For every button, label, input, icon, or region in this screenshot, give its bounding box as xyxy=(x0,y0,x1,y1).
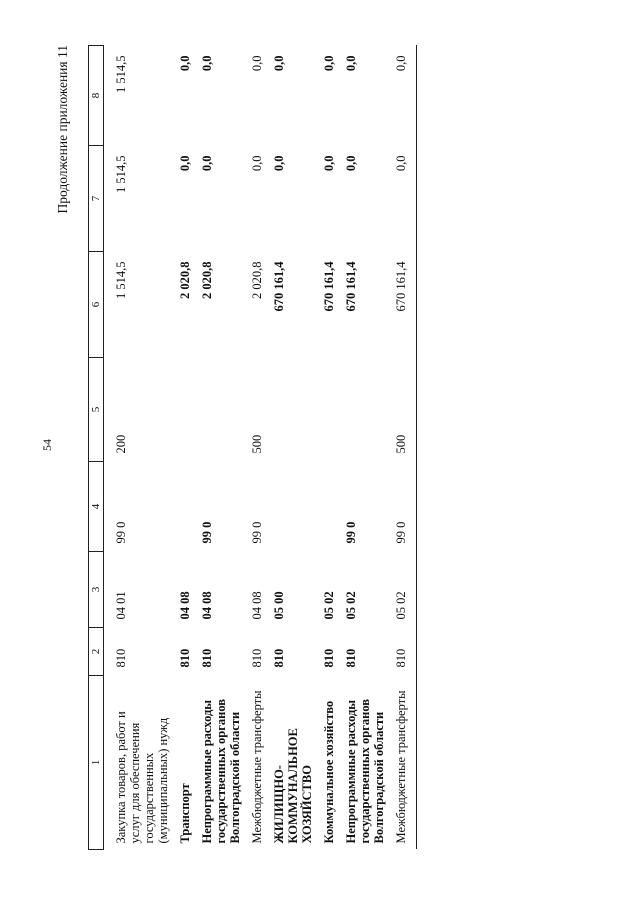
row-value-cell-7: 0,0 xyxy=(344,155,358,172)
row-name-cell: Непрограммные расходы государственных органов Волгоградской области xyxy=(344,698,386,844)
row-value-cell-6: 2 020,8 xyxy=(250,261,264,299)
page-number: 54 xyxy=(40,439,54,451)
row-value-cell-8: 0,0 xyxy=(272,55,286,72)
row-value-cell-3: 05 02 xyxy=(386,552,417,628)
row-name-cell: Транспорт xyxy=(178,783,192,844)
row-value-cell-5: 500 xyxy=(250,434,264,454)
header-col-8: 8 xyxy=(89,46,104,146)
row-name-cell: Межбюджетные трансферты xyxy=(386,676,417,850)
row-value-cell-6: 1 514,5 xyxy=(114,261,128,299)
row-value-cell-8: 0,0 xyxy=(200,55,214,72)
row-value-cell-2: 810 xyxy=(386,628,417,676)
row-value-cell-2: 810 xyxy=(322,648,336,668)
row-value-cell-4 xyxy=(314,462,336,552)
row-value-cell-5 xyxy=(264,358,314,462)
row-value-cell-8: 0,0 xyxy=(322,55,336,72)
row-name-cell: Межбюджетные трансферты xyxy=(250,690,264,844)
row-value-cell-8: 0,0 xyxy=(386,46,417,146)
row-value-cell-4: 99 0 xyxy=(344,521,358,544)
table-row xyxy=(336,46,386,850)
continuation-label: Продолжение приложения 11 xyxy=(55,45,70,214)
row-value-cell-5: 200 xyxy=(114,434,128,454)
row-value-cell-4 xyxy=(170,462,192,552)
row-value-cell-7: 0,0 xyxy=(200,155,214,172)
row-value-cell-6: 670 161,4 xyxy=(386,252,417,358)
row-value-cell-7: 0,0 xyxy=(272,155,286,172)
table-row xyxy=(170,46,192,850)
row-value-cell-3: 04 08 xyxy=(200,591,214,620)
header-col-2: 2 xyxy=(89,628,104,676)
row-value-cell-5 xyxy=(336,358,386,462)
row-value-cell-3: 05 02 xyxy=(322,591,336,620)
header-col-1: 1 xyxy=(89,676,104,850)
row-value-cell-5 xyxy=(314,358,336,462)
row-value-cell-6: 670 161,4 xyxy=(272,261,286,312)
table-row xyxy=(264,46,314,850)
row-value-cell-2: 810 xyxy=(344,648,358,668)
table-row xyxy=(104,46,171,850)
table-row xyxy=(242,46,264,850)
row-value-cell-7: 0,0 xyxy=(386,146,417,252)
table-row xyxy=(314,46,336,850)
budget-table xyxy=(88,45,417,850)
table-row xyxy=(192,46,242,850)
row-name-cell: ЖИЛИЩНО-КОММУНАЛЬНОЕ ХОЗЯЙСТВО xyxy=(272,728,314,844)
row-value-cell-8: 0,0 xyxy=(178,55,192,72)
row-value-cell-2: 810 xyxy=(250,648,264,668)
row-value-cell-6: 2 020,8 xyxy=(178,261,192,299)
row-value-cell-3: 04 08 xyxy=(250,591,264,620)
table-header-row xyxy=(89,46,104,850)
row-name-cell: Коммунальное хозяйство xyxy=(322,700,336,844)
row-value-cell-4: 99 0 xyxy=(386,462,417,552)
row-value-cell-7: 0,0 xyxy=(322,155,336,172)
row-value-cell-3: 04 08 xyxy=(178,591,192,620)
row-value-cell-6: 2 020,8 xyxy=(200,261,214,299)
row-value-cell-7: 0,0 xyxy=(178,155,192,172)
row-value-cell-3: 05 00 xyxy=(272,591,286,620)
row-value-cell-3: 05 02 xyxy=(344,591,358,620)
row-name-cell: Непрограммные расходы государственных органов Волгоградской области xyxy=(200,698,242,844)
row-value-cell-5 xyxy=(192,358,242,462)
row-value-cell-5: 500 xyxy=(386,358,417,462)
header-col-5: 5 xyxy=(89,358,104,462)
row-value-cell-7: 1 514,5 xyxy=(114,155,128,193)
header-col-7: 7 xyxy=(89,146,104,252)
row-value-cell-4: 99 0 xyxy=(114,521,128,544)
row-value-cell-5 xyxy=(170,358,192,462)
row-value-cell-2: 810 xyxy=(178,648,192,668)
row-value-cell-4 xyxy=(264,462,314,552)
row-value-cell-4: 99 0 xyxy=(200,521,214,544)
row-name-cell: Закупка товаров, работ и услуг для обеспечения государственных (муниципальных) нужд xyxy=(114,711,170,844)
row-value-cell-2: 810 xyxy=(114,648,128,668)
row-value-cell-6: 670 161,4 xyxy=(322,261,336,312)
row-value-cell-6: 670 161,4 xyxy=(344,261,358,312)
row-value-cell-3: 04 01 xyxy=(114,591,128,620)
header-col-3: 3 xyxy=(89,552,104,628)
header-col-4: 4 xyxy=(89,462,104,552)
row-value-cell-8: 0,0 xyxy=(250,55,264,72)
header-col-6: 6 xyxy=(89,252,104,358)
row-value-cell-8: 0,0 xyxy=(344,55,358,72)
row-value-cell-8: 1 514,5 xyxy=(114,55,128,93)
row-value-cell-2: 810 xyxy=(200,648,214,668)
row-value-cell-2: 810 xyxy=(272,648,286,668)
table-row xyxy=(386,46,417,850)
row-value-cell-4: 99 0 xyxy=(250,521,264,544)
row-value-cell-7: 0,0 xyxy=(250,155,264,172)
